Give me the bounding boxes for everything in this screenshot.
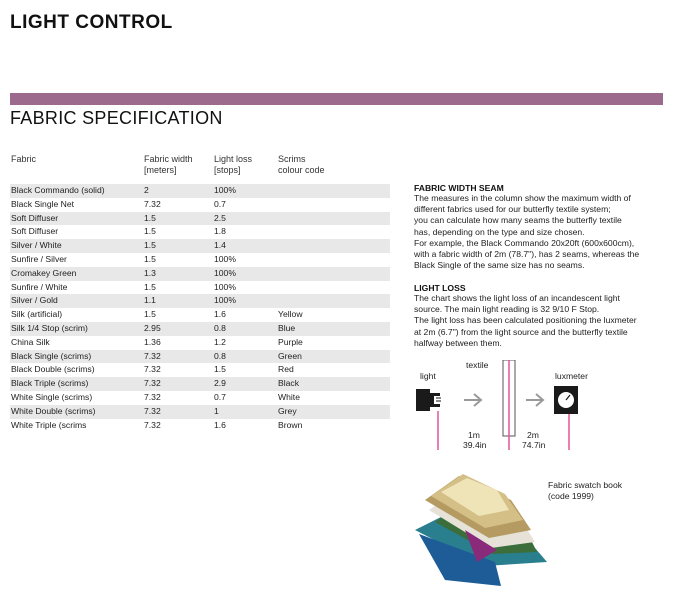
col-header-width: Fabric width [meters] [144, 154, 193, 175]
table-row: Black Double (scrims) 7.32 1.5 Red [11, 364, 294, 375]
table-row: China Silk 1.36 1.2 Purple [11, 336, 303, 347]
table-row: Black Single (scrims) 7.32 0.8 Green [10, 350, 390, 364]
table-row: Sunfire / White 1.5 100% [11, 281, 236, 292]
fabric-swatch-book-image [405, 470, 555, 588]
table-row: Silk 1/4 Stop (scrim) 2.95 0.8 Blue [10, 322, 390, 336]
light-label: light [420, 371, 436, 381]
table-row: Soft Diffuser 1.5 2.5 [10, 212, 390, 226]
light-loss-text: The chart shows the light loss of an incandescent light source. The main light reading is 32 9/10 F Stop. The light loss has been calculated positioning the luxmeter at 2m (6.7") from the light source and the butterfly textile halfway between them. [414, 293, 637, 348]
col-header-fabric: Fabric [11, 154, 37, 164]
table-row: Black Single Net 7.32 0.7 [11, 198, 226, 209]
section-title: FABRIC SPECIFICATION [10, 108, 223, 128]
luxmeter-label: luxmeter [555, 371, 588, 381]
light-loss-block [414, 283, 676, 349]
luxmeter-icon [554, 386, 578, 414]
table-row: White Triple (scrims 7.32 1.6 Brown [11, 419, 303, 430]
table-row: Soft Diffuser 1.5 1.8 [11, 226, 226, 237]
table-row: White Single (scrims) 7.32 0.7 White [11, 391, 300, 402]
textile-panel [503, 360, 515, 450]
fabric-width-seam-block [414, 183, 676, 271]
fabric-table [10, 184, 390, 432]
light-loss-heading: LIGHT LOSS [414, 283, 466, 293]
table-row: Black Triple (scrims) 7.32 2.9 Black [10, 377, 390, 391]
table-row: White Double (scrims) 7.32 1 Grey [10, 405, 390, 419]
table-row: Silver / Gold 1.1 100% [10, 294, 390, 308]
col-header-scrims: Scrims colour code [278, 154, 325, 175]
page-title: LIGHT CONTROL [10, 12, 173, 33]
distance-2: 2m 74.7in [522, 430, 546, 450]
fabric-width-seam-heading: FABRIC WIDTH SEAM [414, 183, 504, 193]
lamp-icon [416, 389, 442, 411]
distance-1: 1m 39.4in [463, 430, 487, 450]
textile-label: textile [466, 360, 489, 370]
table-row: Silver / White 1.5 1.4 [10, 239, 390, 253]
col-header-light-loss: Light loss [stops] [214, 154, 253, 175]
arrow-right-icon [526, 394, 543, 406]
table-row: Sunfire / Silver 1.5 100% [11, 253, 236, 264]
header-band [10, 93, 663, 105]
swatch-caption: Fabric swatch book (code 1999) [548, 480, 623, 501]
fabric-width-seam-text: The measures in the column show the maximum width of different fabrics used for our butterfly textile system; you can calculate how many seams the butterfly textile has, depending on the type and size chosen. For example, the Black Commando 20x20ft (600x600cm), with a fabric width of 2m (78.7"), has 2 seams, whereas the Black Single of the same size has no seams. [414, 193, 640, 271]
table-row: Cromakey Green 1.3 100% [10, 267, 390, 281]
light-loss-diagram [412, 360, 582, 456]
arrow-right-icon [464, 394, 481, 406]
table-row: Silk (artificial) 1.5 1.6 Yellow [11, 309, 303, 320]
table-row: Black Commando (solid) 2 100% [10, 184, 390, 198]
